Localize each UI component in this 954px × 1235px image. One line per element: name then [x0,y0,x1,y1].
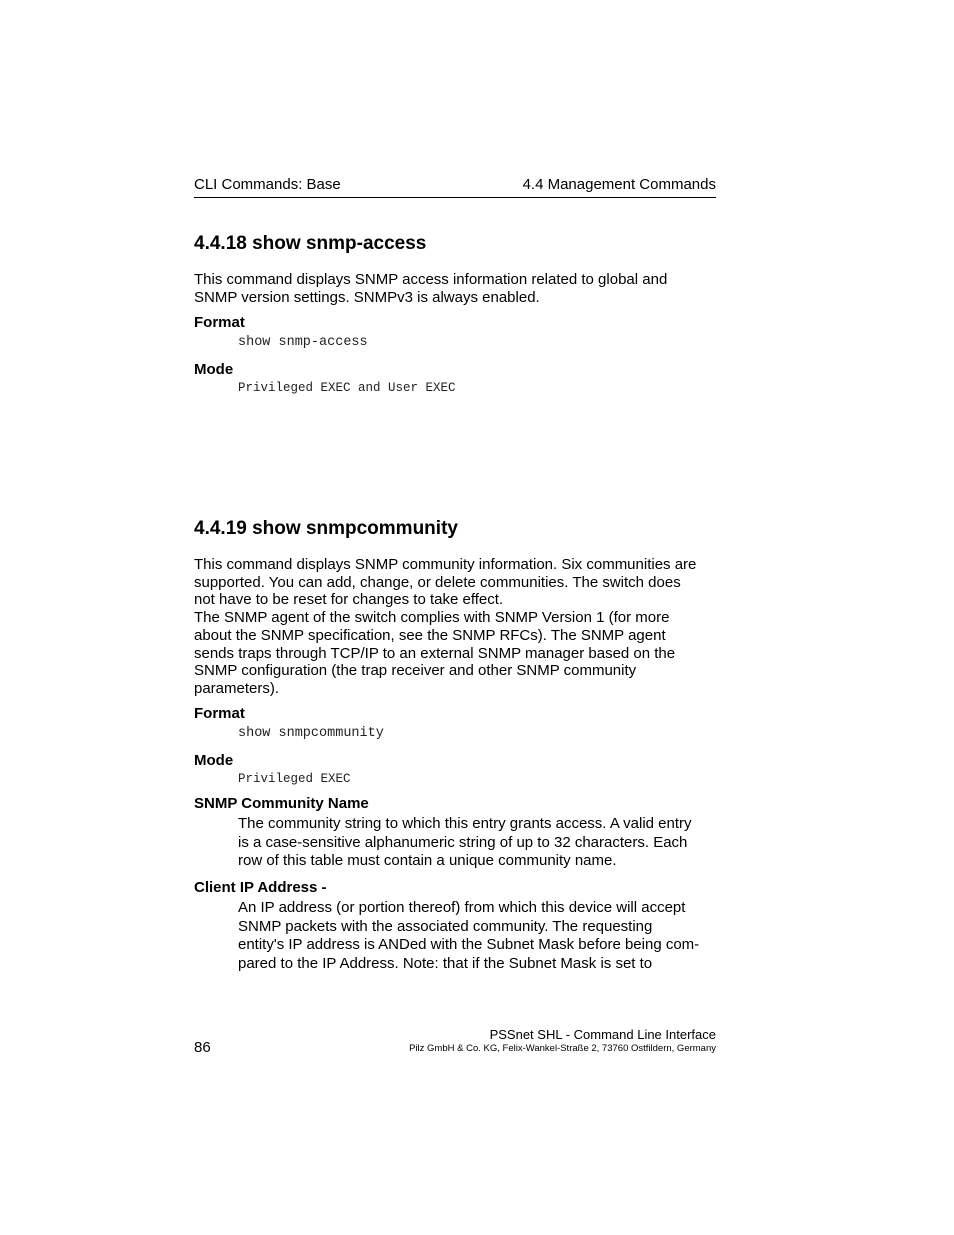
desc-line: The SNMP agent of the switch complies with SNMP Version 1 (for more [194,609,670,627]
footer-address: Pilz GmbH & Co. KG, Felix-Wankel-Straße 2, 73760 Ostfildern, Germany [409,1043,716,1054]
desc-line: sends traps through TCP/IP to an external SNMP manager based on the [194,644,676,662]
format-command: show snmpcommunity [238,726,384,741]
mode-label: Mode [194,361,234,378]
section-description [194,271,716,306]
desc-line: parameters). [194,679,280,697]
section-show-snmpcommunity [194,518,716,540]
running-header [194,175,716,198]
mode-value: Privileged EXEC and User EXEC [238,381,456,395]
desc-line: This command displays SNMP access information related to global and [194,271,668,288]
footer-title: PSSnet SHL - Command Line Interface [489,1027,716,1042]
field-desc-line: entity's IP address is ANDed with the Subnet Mask before being com- [238,936,700,954]
mode-label: Mode [194,752,234,769]
field-desc-line: is a case-sensitive alphanumeric string of up to 32 characters. Each [238,833,688,851]
field-label: SNMP Community Name [194,795,369,812]
field-desc-line: row of this table must contain a unique community name. [238,852,617,870]
mode-block [194,752,716,788]
field-desc-line: The community string to which this entry grants access. A valid entry [238,815,692,832]
section-title: 4.4.19 show snmpcommunity [194,518,458,539]
page-number: 86 [194,1039,211,1056]
desc-line: not have to be reset for changes to take effect. [194,591,504,609]
document-page [194,0,716,1235]
field-snmp-community-name [194,795,716,871]
desc-line: SNMP version settings. SNMPv3 is always enabled. [194,288,540,306]
field-label: Client IP Address - [194,879,327,896]
format-block [194,314,716,352]
format-label: Format [194,314,245,331]
format-block [194,705,716,743]
section-show-snmp-access [194,233,716,255]
format-command: show snmp-access [238,335,368,350]
format-label: Format [194,705,245,722]
desc-line: This command displays SNMP community information. Six communities are [194,556,697,573]
running-footer [194,1027,716,1059]
header-section: 4.4 Management Commands [522,176,716,193]
header-chapter: CLI Commands: Base [194,176,341,193]
field-client-ip-address [194,879,716,974]
section-description [194,556,716,698]
desc-line: supported. You can add, change, or delete communities. The switch does [194,573,681,591]
section-title: 4.4.18 show snmp-access [194,233,427,254]
field-desc-line: SNMP packets with the associated community. The requesting [238,917,653,935]
desc-line: about the SNMP specification, see the SNMP RFCs). The SNMP agent [194,626,666,644]
field-desc-line: pared to the IP Address. Note: that if the Subnet Mask is set to [238,955,653,973]
mode-block [194,361,716,397]
field-desc-line: An IP address (or portion thereof) from which this device will accept [238,899,686,916]
mode-value: Privileged EXEC [238,772,351,786]
desc-line: SNMP configuration (the trap receiver and other SNMP community [194,662,637,680]
